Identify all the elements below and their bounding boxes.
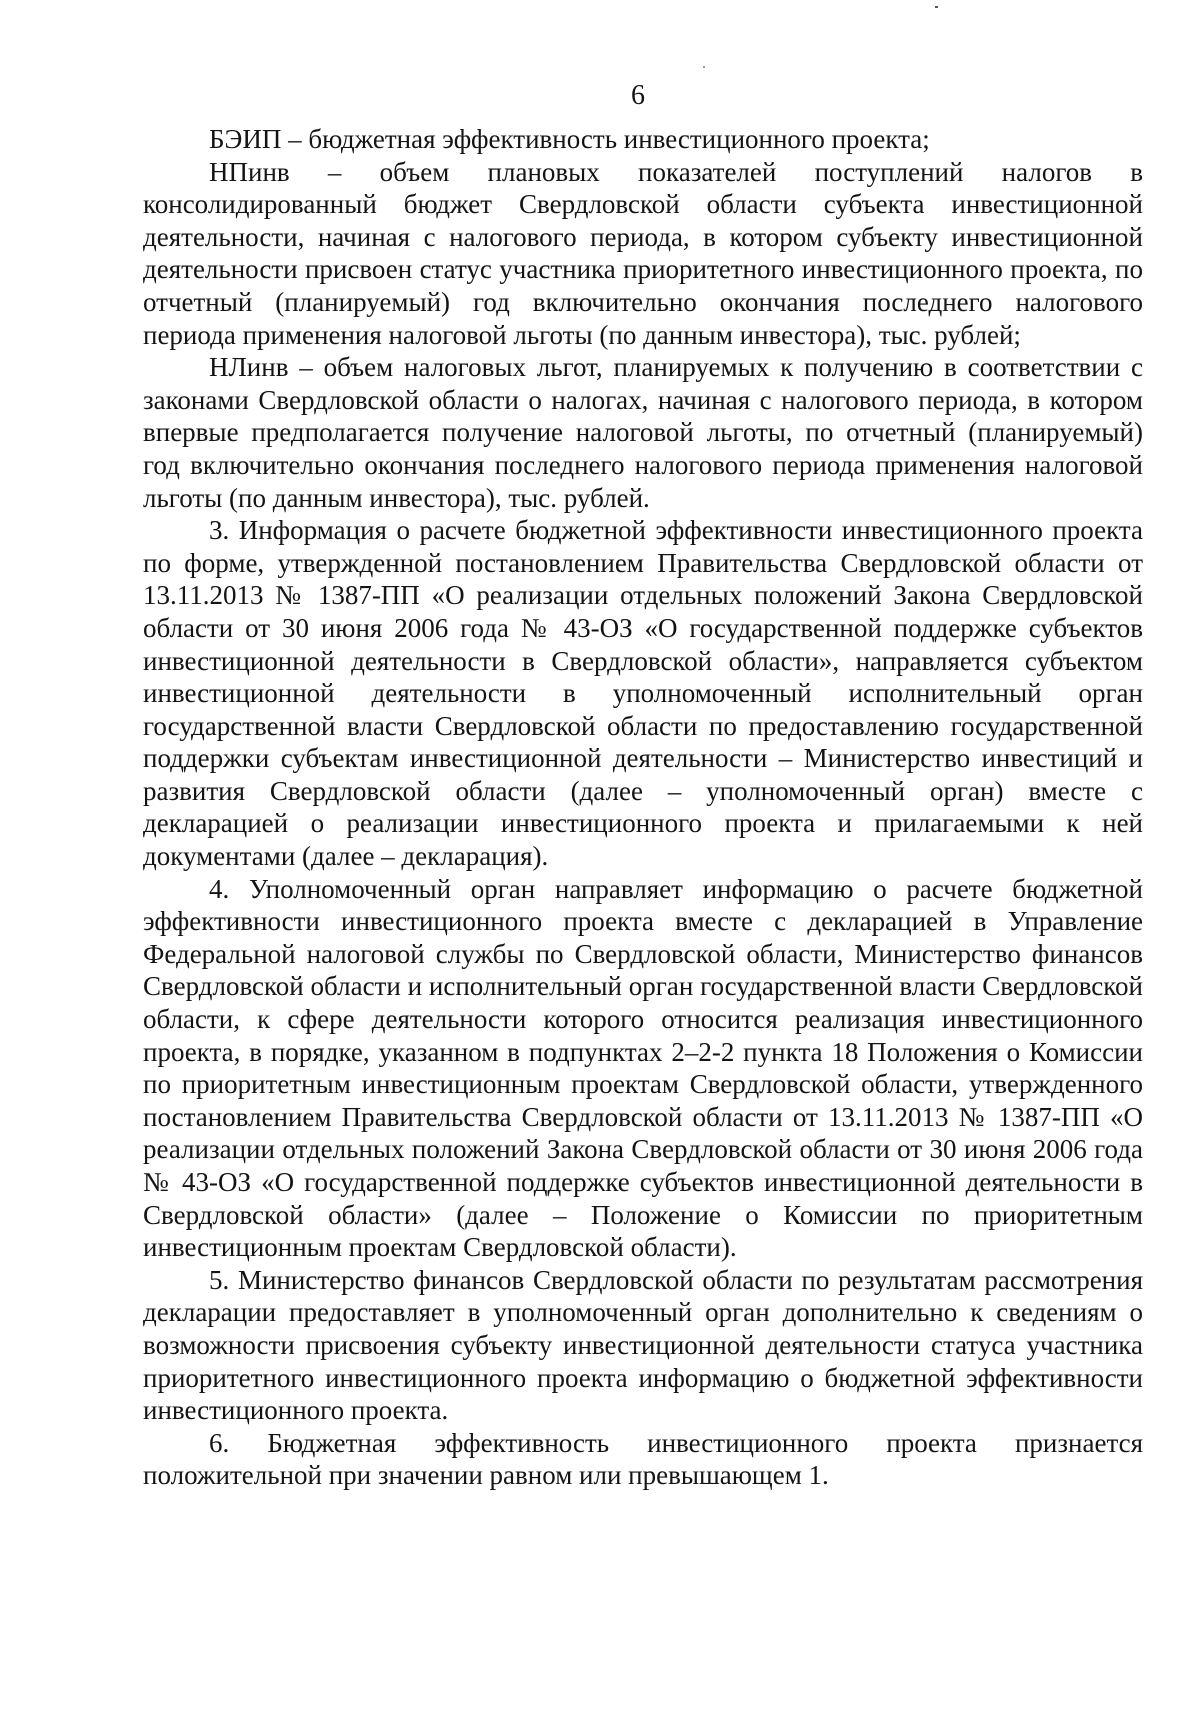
definition-nlinv: НЛинв – объем налоговых льгот, планируемых к получению в соответствии с законами Свердловской области о налогах, начиная с налогового периода, в котором впервые предполагается получение налоговой льготы, по отчетный (планируемый) год включительно окончания последнего налогового периода применения налоговой льготы (по данным инвестора), тыс. рублей. [143, 352, 1143, 513]
clause-3: 3. Информация о расчете бюджетной эффективности инвестиционного проекта по форме, утвержденной постановлением Правительства Свердловской области от 13.11.2013 № 1387-ПП «О реализации отдельных положений Закона Свердловской области от 30 июня 2006 года № 43-ОЗ «О государственной поддержке субъектов инвестиционной деятельности в Свердловской области», направляется субъектом инвестиционной деятельности в уполномоченный исполнительный орган государственной власти Свердловской области по предоставлению государственной поддержки субъектам инвестиционной деятельности – Министерство инвестиций и развития Свердловской области (далее – уполномоченный орган) вместе с декларацией о реализации инвестиционного проекта и прилагаемыми к ней документами (далее – декларация). [143, 515, 1143, 872]
document-body [143, 123, 1143, 1492]
clause-5: 5. Министерство финансов Свердловской области по результатам рассмотрения декларации предоставляет в уполномоченный орган дополнительно к сведениям о возможности присвоения субъекту инвестиционной деятельности статуса участника приоритетного инвестиционного проекта информацию о бюджетной эффективности инвестиционного проекта. [143, 1264, 1143, 1426]
clause-4: 4. Уполномоченный орган направляет информацию о расчете бюджетной эффективности инвестиционного проекта вместе с декларацией в Управление Федеральной налоговой службы по Свердловской области, Министерство финансов Свердловской области и исполнительный орган государственной власти Свердловской области, к сфере деятельности которого относится реализация инвестиционного проекта, в порядке, указанном в подпунктах 2–2-2 пункта 18 Положения о Комиссии по приоритетным инвестиционным проектам Свердловской области, утвержденного постановлением Правительства Свердловской области от 13.11.2013 № 1387-ПП «О реализации отдельных положений Закона Свердловской области от 30 июня 2006 года № 43-ОЗ «О государственной поддержке субъектов инвестиционной деятельности в Свердловской области» (далее – Положение о Комиссии по приоритетным инвестиционным проектам Свердловской области). [143, 873, 1143, 1263]
definition-npinv: НПинв – объем плановых показателей поступлений налогов в консолидированный бюджет Свердловской области субъекта инвестиционной деятельности, начиная с налогового периода, в котором субъекту инвестиционной деятельности присвоен статус участника приоритетного инвестиционного проекта, по отчетный (планируемый) год включительно окончания последнего налогового периода применения налоговой льготы (по данным инвестора), тыс. рублей; [143, 156, 1143, 350]
definition-beip: БЭИП – бюджетная эффективность инвестиционного проекта; [209, 124, 930, 154]
clause-6: 6. Бюджетная эффективность инвестиционного проекта признается положительной при значении равном или превышающем 1. [143, 1427, 1143, 1491]
scan-mark [935, 6, 938, 8]
scan-mark [703, 66, 705, 68]
page-number: 6 [631, 80, 645, 111]
